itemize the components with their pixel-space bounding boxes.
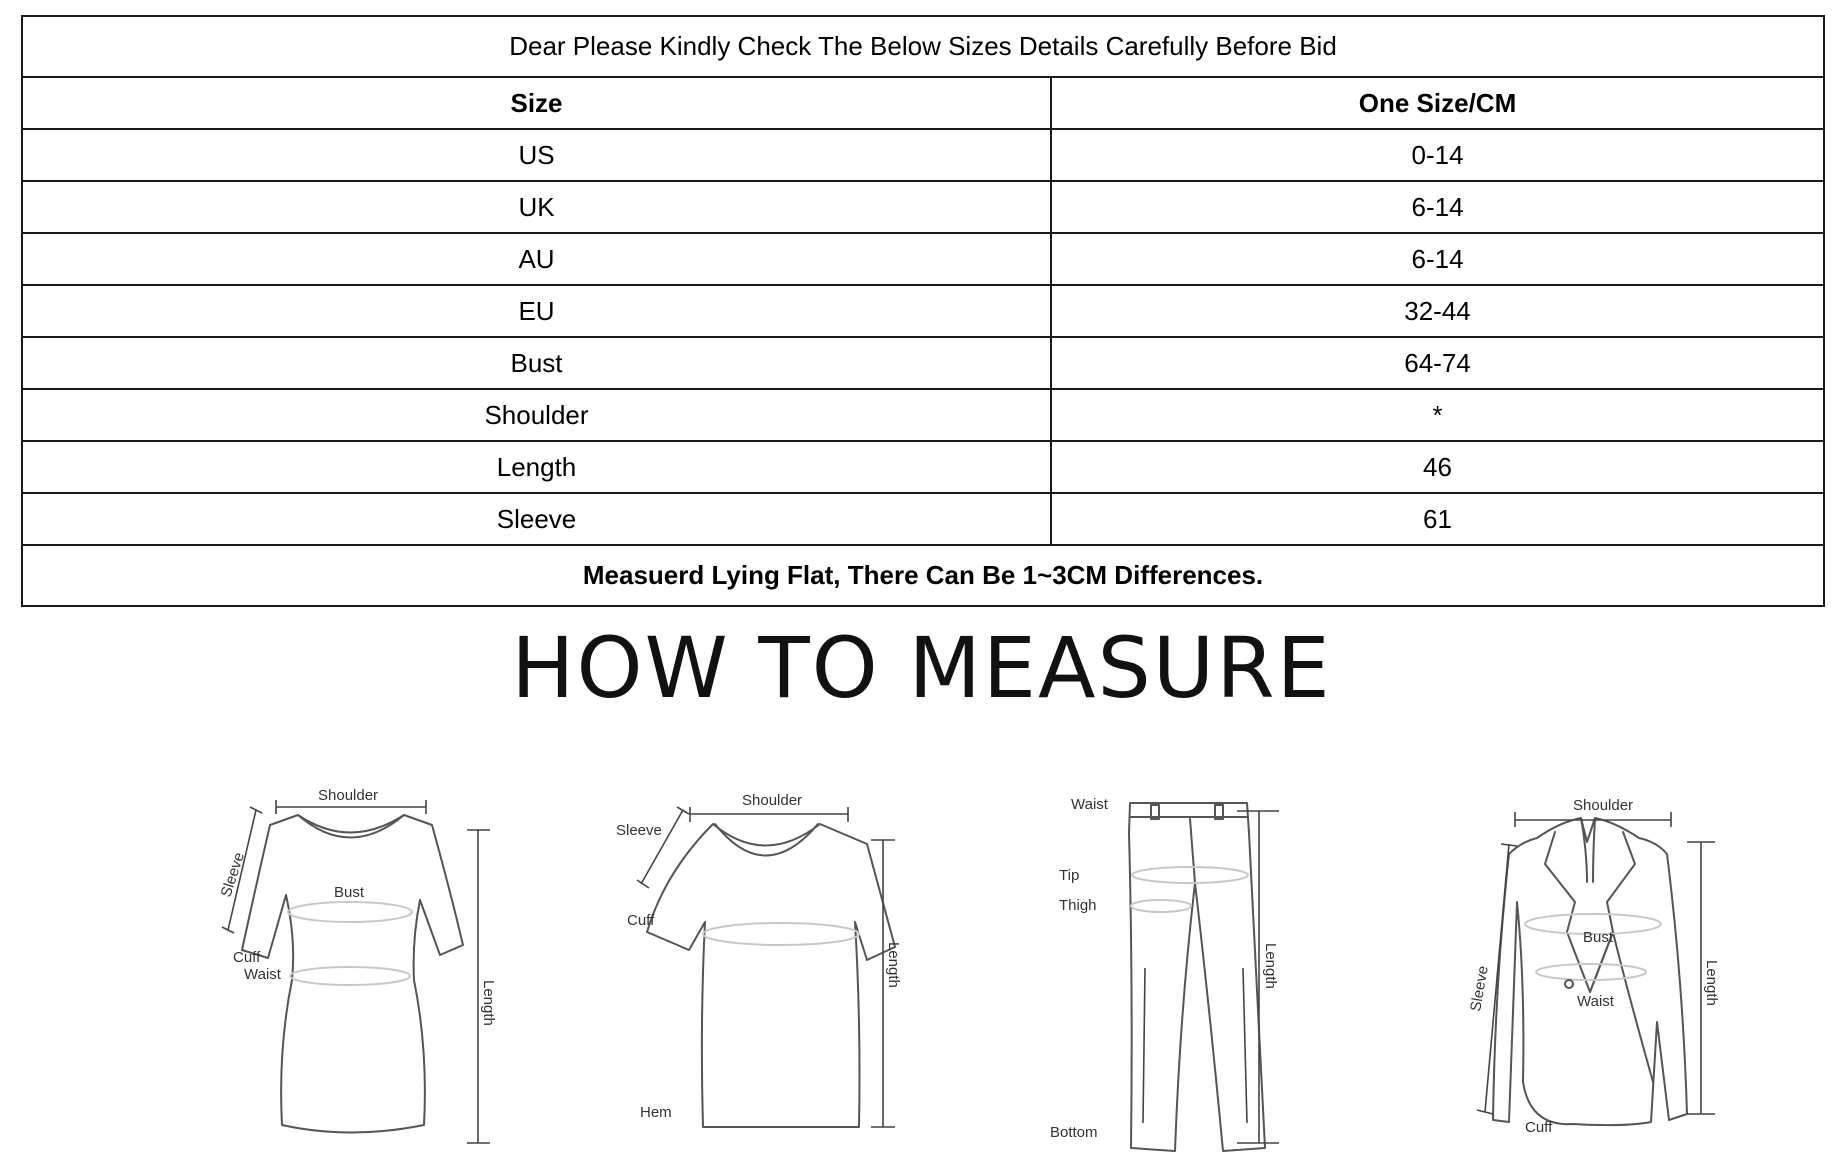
how-to-measure-title: HOW TO MEASURE <box>511 619 1332 717</box>
label-length: Length <box>885 942 902 988</box>
size-value: 64-74 <box>1051 337 1824 389</box>
size-value: 32-44 <box>1051 285 1824 337</box>
table-row <box>22 129 1824 181</box>
size-label: AU <box>22 233 1051 285</box>
table-row <box>22 285 1824 337</box>
size-label: Length <box>22 441 1051 493</box>
size-notice: Dear Please Kindly Check The Below Sizes Details Carefully Before Bid <box>22 16 1824 77</box>
tshirt-diagram <box>605 782 925 1152</box>
table-row <box>22 181 1824 233</box>
label-shoulder: Shoulder <box>318 787 379 804</box>
dress-diagram <box>200 780 520 1160</box>
label-waist: Waist <box>244 966 281 983</box>
size-label: Shoulder <box>22 389 1051 441</box>
label-thigh: Thigh <box>1059 897 1097 914</box>
pants-diagram <box>1035 783 1295 1163</box>
size-value: 0-14 <box>1051 129 1824 181</box>
header-size: Size <box>22 77 1051 129</box>
label-sleeve: Sleeve <box>616 822 662 839</box>
size-label: UK <box>22 181 1051 233</box>
label-length: Length <box>1703 960 1720 1006</box>
label-bust: Bust <box>334 884 365 901</box>
label-sleeve: Sleeve <box>217 850 248 900</box>
label-cuff: Cuff <box>1525 1119 1553 1136</box>
size-value: 61 <box>1051 493 1824 545</box>
size-label: Sleeve <box>22 493 1051 545</box>
label-waist: Waist <box>1071 796 1108 813</box>
size-value: 6-14 <box>1051 233 1824 285</box>
label-length: Length <box>1262 943 1279 989</box>
size-label: Bust <box>22 337 1051 389</box>
label-tip: Tip <box>1059 867 1080 884</box>
table-row <box>22 389 1824 441</box>
label-cuff: Cuff <box>233 949 261 966</box>
size-chart-table <box>21 15 1825 607</box>
label-bottom: Bottom <box>1050 1124 1098 1141</box>
label-shoulder: Shoulder <box>742 792 803 809</box>
label-length: Length <box>480 980 497 1026</box>
table-row <box>22 441 1824 493</box>
table-row <box>22 233 1824 285</box>
size-value: * <box>1051 389 1824 441</box>
table-row <box>22 337 1824 389</box>
label-cuff: Cuff <box>627 912 655 929</box>
measurement-note: Measuerd Lying Flat, There Can Be 1~3CM Differences. <box>22 545 1824 606</box>
label-sleeve: Sleeve <box>1467 964 1492 1013</box>
table-row <box>22 493 1824 545</box>
size-value: 46 <box>1051 441 1824 493</box>
size-label: EU <box>22 285 1051 337</box>
size-value: 6-14 <box>1051 181 1824 233</box>
size-label: US <box>22 129 1051 181</box>
jacket-diagram <box>1425 782 1745 1152</box>
label-shoulder: Shoulder <box>1573 797 1634 814</box>
label-waist: Waist <box>1577 993 1614 1010</box>
label-bust: Bust <box>1583 929 1614 946</box>
header-one-size: One Size/CM <box>1051 77 1824 129</box>
label-hem: Hem <box>640 1104 672 1121</box>
